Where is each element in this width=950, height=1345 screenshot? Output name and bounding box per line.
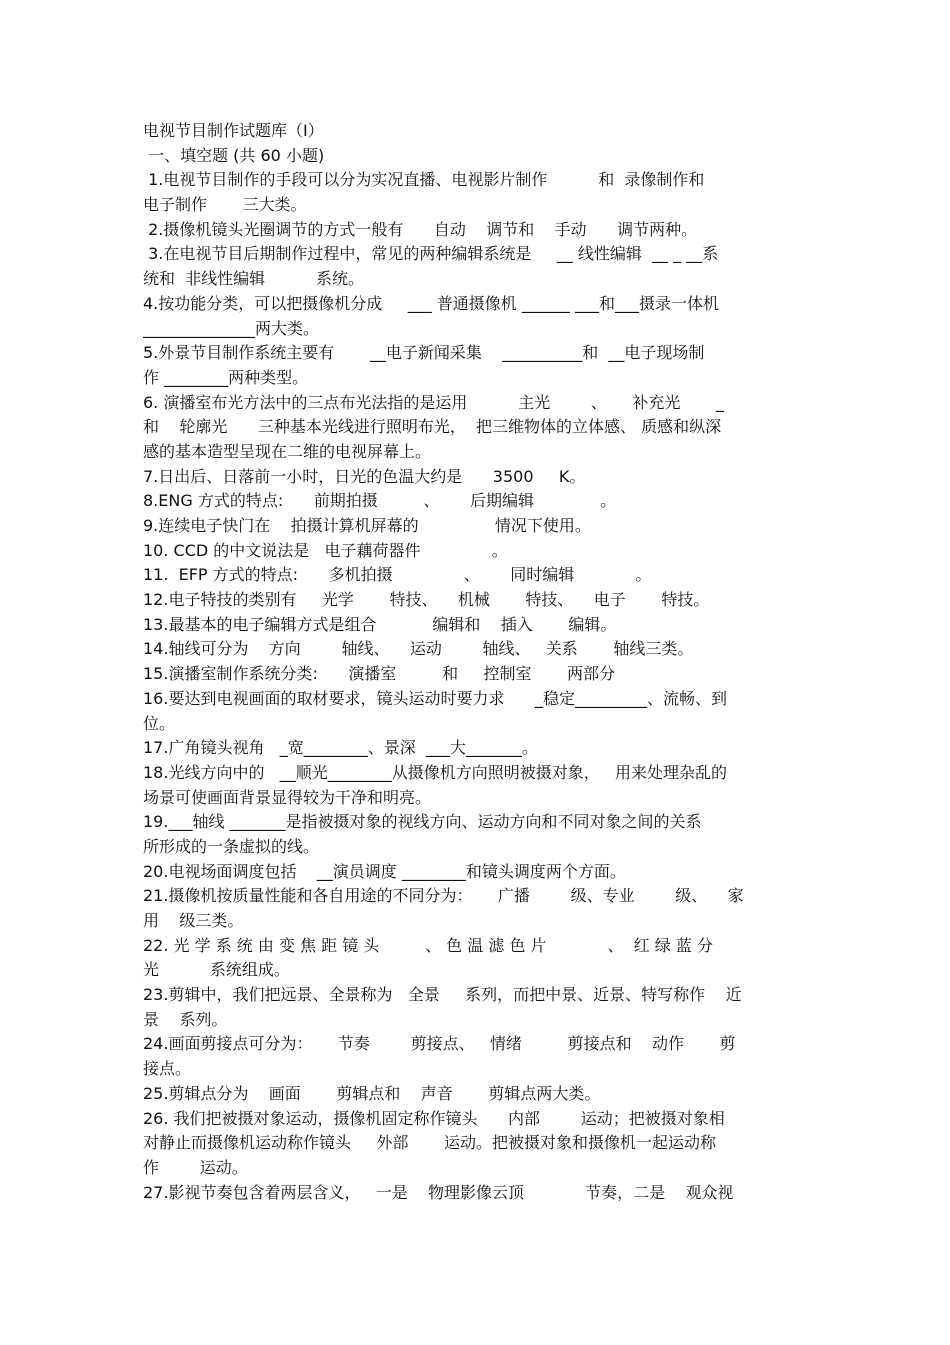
document-body <box>143 119 808 1205</box>
question-9: 9.连续电子快门在 拍摄计算机屏幕的 情况下使用。 <box>143 516 591 535</box>
question-5: 5.外景节目制作系统主要有 __电子新闻采集 __________和 __电子现场制 <box>143 343 705 363</box>
question-18-cont: 场景可使画面背景显得较为干净和明亮。 <box>143 787 432 807</box>
question-7: 7.日出后、日落前一小时，日光的色温大约是 3500 K。 <box>143 466 586 486</box>
question-4-cont: ______________两大类。 <box>143 318 320 338</box>
question-2: 2.摄像机镜头光圈调节的方式一般有 自动 调节和 手动 调节两种。 <box>143 219 698 239</box>
question-24: 24.画面剪接点可分为： 节奏 剪接点、 情绪 剪接点和 动作 剪 <box>143 1034 736 1054</box>
question-12: 12.电子特技的类别有 光学 特技、 机械 特技、 电子 特技。 <box>143 590 710 610</box>
question-17: 17.广角镜头视角 _宽________、景深 ___大_______。 <box>143 738 538 758</box>
document-title: 电视节目制作试题库（Ⅰ） <box>143 121 324 140</box>
question-24-cont: 接点。 <box>143 1059 192 1079</box>
question-26-cont: 作 运动。 <box>143 1157 248 1177</box>
question-22-cont: 光 系统组成。 <box>143 960 290 980</box>
question-16-cont: 位。 <box>143 713 176 733</box>
question-25: 25.剪辑点分为 画面 剪辑点和 声音 剪辑点两大类。 <box>143 1083 601 1103</box>
question-19-cont: 所形成的一条虚拟的线。 <box>143 836 320 856</box>
question-18: 18.光线方向中的 __顺光________从摄像机方向照明被摄对象， 用来处理杂乱的 <box>143 762 727 782</box>
question-22: 22. 光 学 系 统 由 变 焦 距 镜 头 、 色 温 滤 色 片 、 红 绿 蓝 分 <box>143 935 713 955</box>
question-13: 13.最基本的电子编辑方式是组合 编辑和 插入 编辑。 <box>143 614 617 634</box>
question-26: 26. 我们把被摄对象运动，摄像机固定称作镜头 内部 运动；把被摄对象相 <box>143 1108 725 1128</box>
question-16: 16.要达到电视画面的取材要求，镜头运动时要力求 _稳定_________、流畅、到 <box>143 688 727 708</box>
section-heading: 一、填空题 (共 60 小题) <box>143 145 325 165</box>
question-8: 8.ENG 方式的特点: 前期拍摄 、 后期编辑 。 <box>143 491 617 511</box>
question-10: 10. CCD 的中文说法是 电子藕荷器件 。 <box>143 540 508 560</box>
question-21: 21.摄像机按质量性能和各自用途的不同分为： 广播 级、专业 级、 家 <box>143 886 744 906</box>
question-3-cont: 统和 非线性编辑 系统。 <box>143 269 365 289</box>
question-19: 19.___轴线 _______是指被摄对象的视线方向、运动方向和不同对象之间的关系 <box>143 812 702 832</box>
question-20: 20.电视场面调度包括 __演员调度 ________和镜头调度两个方面。 <box>143 861 626 881</box>
question-23-cont: 景 系列。 <box>143 1009 228 1029</box>
question-14: 14.轴线可分为 方向 轴线、 运动 轴线、 关系 轴线三类。 <box>143 639 694 659</box>
question-27: 27.影视节奏包含着两层含义， 一是 物理影像云顶 节奏，二是 观众视 <box>143 1182 734 1202</box>
question-1: 1.电视节目制作的手段可以分为实况直播、电视影片制作 和 录像制作和 <box>143 170 705 190</box>
question-6-cont: 感的基本造型呈现在二维的电视屏幕上。 <box>143 441 432 461</box>
question-21-cont: 用 级三类。 <box>143 911 244 930</box>
question-5-cont: 作 ________两种类型。 <box>143 367 309 387</box>
question-3: 3.在电视节目后期制作过程中，常见的两种编辑系统是 __ 线性编辑 __ _ __系 <box>143 244 719 264</box>
question-1-cont: 电子制作 三大类。 <box>143 195 307 215</box>
question-4: 4.按功能分类，可以把摄像机分成 ___ 普通摄像机 ______ ___和___摄录一体机 <box>143 293 719 313</box>
question-26-cont: 对静止而摄像机运动称作镜头 外部 运动。把被摄对象和摄像机一起运动称 <box>143 1133 717 1153</box>
question-15: 15.演播室制作系统分类: 演播室 和 控制室 两部分 <box>143 664 616 684</box>
question-6: 6. 演播室布光方法中的三点布光法指的是运用 主光 、 补充光 _ <box>143 392 724 412</box>
question-23: 23.剪辑中，我们把远景、全景称为 全景 系列，而把中景、近景、特写称作 近 <box>143 985 742 1005</box>
question-11: 11. EFP 方式的特点: 多机拍摄 、 同时编辑 。 <box>143 565 652 585</box>
question-6-cont: 和 轮廓光 三种基本光线进行照明布光， 把三维物体的立体感、 质感和纵深 <box>143 417 722 437</box>
